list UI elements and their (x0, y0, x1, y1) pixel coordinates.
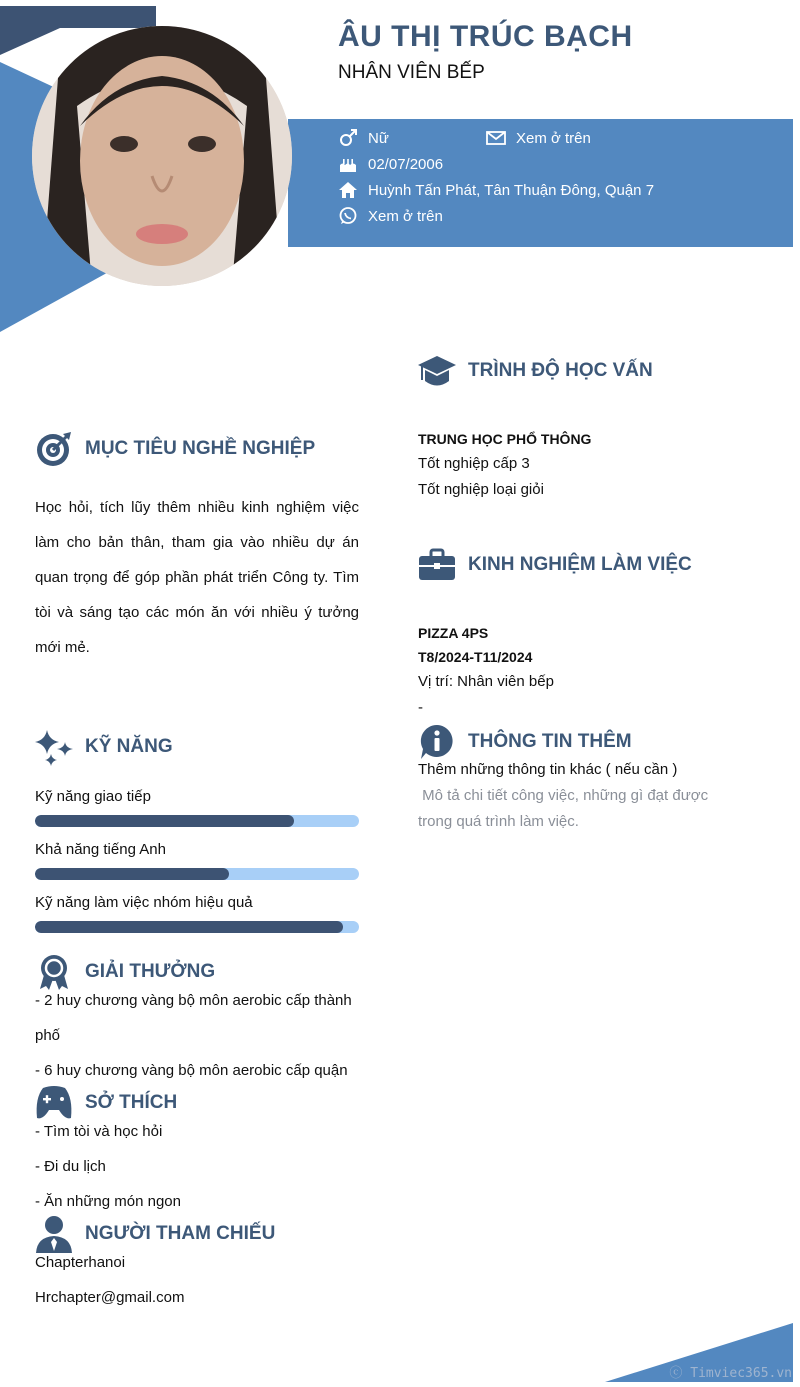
awards-heading (35, 953, 215, 991)
objective-text: Học hỏi, tích lũy thêm nhiều kinh nghiệm việc làm cho bản thân, tham gia vào nhiều dự án quan trọng để góp phần phát triển Công ty. Tìm tòi và sáng tạo các món ăn với nhiều ý tưởng mới mẻ. (35, 499, 359, 656)
hobby-item: - Ăn những món ngon (35, 1193, 181, 1210)
skills-heading (35, 728, 173, 766)
profile-photo (32, 26, 292, 286)
address-item (338, 180, 654, 200)
extra-info-title: THÔNG TIN THÊM (468, 731, 632, 752)
phone-item (338, 206, 443, 226)
work-position: Vị trí: Nhân viên bếp (418, 673, 554, 690)
experience-title: KINH NGHIỆM LÀM VIỆC (468, 554, 692, 575)
extra-info-description: Mô tả chi tiết công việc, những gì đạt được (418, 787, 709, 804)
hobby-item: - Tìm tòi và học hỏi (35, 1123, 163, 1140)
sparkles-icon (35, 728, 73, 766)
award-item: - 6 huy chương vàng bộ môn aerobic cấp quận (35, 1062, 348, 1079)
education-title: TRÌNH ĐỘ HỌC VẤN (468, 360, 653, 381)
education-detail: Tốt nghiệp loại giỏi (418, 481, 544, 498)
home-icon (338, 180, 358, 200)
skill-label: Kỹ năng làm việc nhóm hiệu quả (35, 894, 253, 911)
education-heading (418, 352, 653, 390)
birthday-value: 02/07/2006 (368, 155, 444, 173)
briefcase-icon (418, 546, 456, 584)
birthday-cake-icon (338, 154, 358, 174)
extra-info-heading (418, 723, 632, 761)
work-period: T8/2024-T11/2024 (418, 649, 533, 665)
reference-name: Chapterhanoi (35, 1254, 126, 1271)
phone-value: Xem ở trên (368, 207, 443, 225)
envelope-icon (486, 128, 506, 148)
awards-title: GIẢI THƯỞNG (85, 961, 216, 982)
hobby-item: - Đi du lịch (35, 1158, 106, 1175)
skill-bar (35, 868, 359, 880)
school-name: TRUNG HỌC PHỔ THÔNG (418, 431, 592, 447)
person-tie-icon (35, 1215, 73, 1253)
gender-item (338, 128, 389, 148)
company-name: PIZZA 4PS (418, 625, 489, 641)
award-item: - 2 huy chương vàng bộ môn aerobic cấp thành (35, 992, 352, 1009)
hobbies-heading (35, 1084, 177, 1122)
skill-bar (35, 815, 359, 827)
info-icon (418, 723, 456, 761)
hobbies-title: SỞ THÍCH (85, 1092, 178, 1113)
target-icon (35, 430, 73, 468)
address-value: Huỳnh Tấn Phát, Tân Thuận Đông, Quận 7 (368, 181, 655, 199)
email-value: Xem ở trên (516, 129, 591, 147)
graduation-cap-icon (418, 352, 456, 390)
objective-heading (35, 430, 315, 468)
birthday-item (338, 154, 443, 174)
experience-heading (418, 546, 692, 584)
gender-icon (338, 128, 358, 148)
references-heading (35, 1215, 275, 1253)
skills-title: KỸ NĂNG (85, 736, 173, 757)
skill-bar (35, 921, 359, 933)
skill-label: Kỹ năng giao tiếp (35, 788, 151, 805)
award-item-continued: phố (35, 1027, 61, 1044)
email-item (486, 128, 591, 148)
extra-info-text: Thêm những thông tin khác ( nếu cần ) (418, 761, 678, 778)
skill-bar-fill (35, 815, 294, 827)
watermark: ⓒ Timviec365.vn (669, 1366, 792, 1381)
gamepad-icon (35, 1084, 73, 1122)
skill-label: Khả năng tiếng Anh (35, 841, 166, 858)
job-title: NHÂN VIÊN BẾP (338, 62, 485, 83)
candidate-name: ÂU THỊ TRÚC BẠCH (338, 20, 633, 53)
gender-value: Nữ (368, 129, 389, 147)
skill-bar-fill (35, 868, 229, 880)
objective-title: MỤC TIÊU NGHỀ NGHIỆP (85, 438, 316, 459)
work-detail: - (418, 699, 423, 716)
skill-bar-fill (35, 921, 343, 933)
whatsapp-icon (338, 206, 358, 226)
extra-info-description: trong quá trình làm việc. (418, 813, 579, 830)
reference-email: Hrchapter@gmail.com (35, 1289, 185, 1306)
education-detail: Tốt nghiệp cấp 3 (418, 455, 530, 472)
references-title: NGƯỜI THAM CHIẾU (85, 1223, 276, 1244)
award-ribbon-icon (35, 953, 73, 991)
